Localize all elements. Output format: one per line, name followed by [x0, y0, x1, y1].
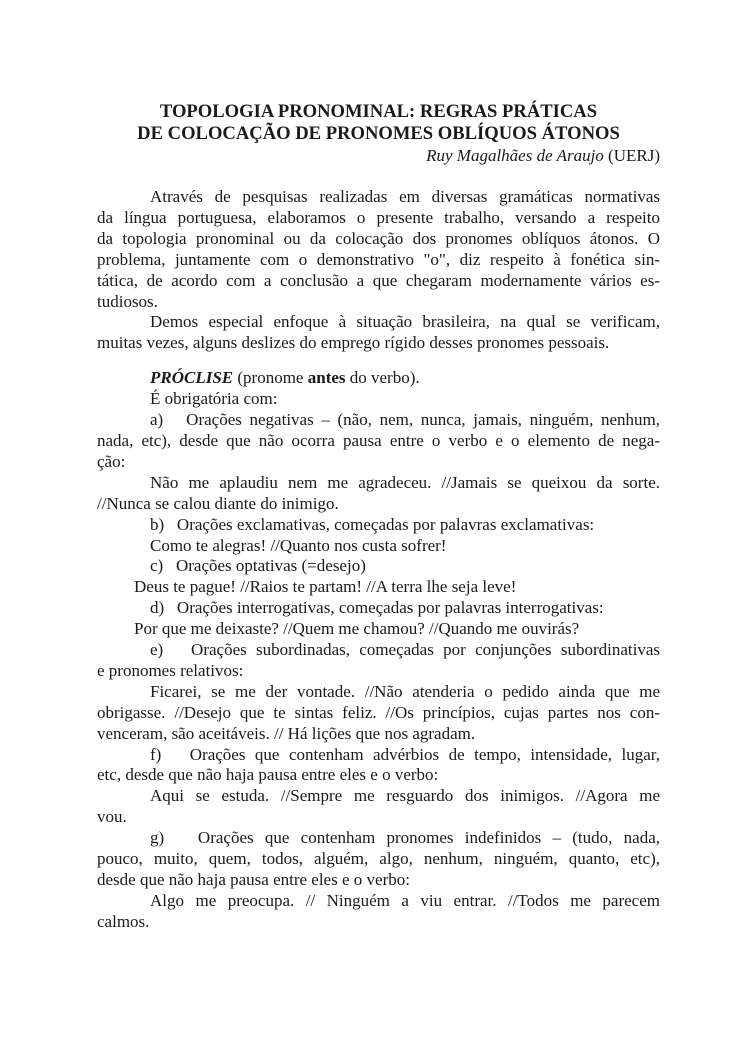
text-line: muitas vezes, alguns deslizes do emprego rígido desses pronomes pessoais. [97, 333, 610, 353]
document-title-line-2: DE COLOCAÇÃO DE PRONOMES OBLÍQUOS ÁTONOS [137, 123, 620, 144]
text-line: //Nunca se calou diante do inimigo. [97, 493, 339, 513]
text-line: desde que não haja pausa entre eles e o verbo: [97, 870, 410, 889]
text-line: ção: [97, 451, 126, 471]
document-title-line-1: TOPOLOGIA PRONOMINAL: REGRAS PRÁTICAS [159, 101, 598, 122]
text-line: obrigasse. //Desejo que te sintas feliz. //Os princípios, cujas partes nos con- [97, 702, 660, 722]
text-line: d) Orações interrogativas, começadas por palavras interrogativas: [150, 598, 604, 618]
text-line: Através de pesquisas realizadas em diversas gramáticas normativas [150, 187, 660, 206]
text-line: vou. [97, 807, 127, 827]
text-line: etc, desde que não haja pausa entre eles e o verbo: [97, 765, 439, 785]
text-line: f) Orações que contenham advérbios de tempo, intensidade, lugar, [150, 744, 660, 764]
text-line: b) Orações exclamativas, começadas por palavras exclamativas: [150, 514, 595, 534]
text-line: Por que me deixaste? //Quem me chamou? //Quando me ouvirás? [134, 619, 580, 639]
plain-text: do verbo). [345, 368, 420, 388]
text-line: nada, etc), desde que não ocorra pausa entre o verbo e o elemento de nega- [97, 430, 660, 450]
emphasis-text: PRÓCLISE [150, 368, 234, 388]
text-line: e) Orações subordinadas, começadas por conjunções subordinativas [150, 640, 660, 660]
text-line: Algo me preocupa. // Ninguém a viu entrar. //Todos me parecem [150, 890, 660, 910]
author-line [97, 145, 660, 167]
author-affiliation: (UERJ) [603, 146, 660, 165]
text-line: Ficarei, se me der vontade. //Não atenderia o pedido ainda que me [150, 681, 660, 701]
document-header [97, 101, 660, 167]
text-line: Deus te pague! //Raios te partam! //A terra lhe seja leve! [134, 577, 517, 597]
emphasis-text: antes [307, 368, 346, 388]
text-line: É obrigatória com: [150, 389, 278, 409]
text-line: Como te alegras! //Quanto nos custa sofrer! [150, 535, 447, 555]
text-line [97, 368, 660, 389]
text-line: a) Orações negativas – (não, nem, nunca, jamais, ninguém, nenhum, [150, 410, 660, 430]
text-line: g) Orações que contenham pronomes indefinidos – (tudo, nada, [150, 828, 660, 848]
text-line: da topologia pronominal ou da colocação dos pronomes oblíquos átonos. O [97, 228, 660, 248]
text-line: Não me aplaudiu nem me agradeceu. //Jamais se queixou da sorte. [150, 472, 660, 492]
text-line: da língua portuguesa, elaboramos o presente trabalho, versando a respeito [97, 207, 660, 227]
text-line: Demos especial enfoque à situação brasileira, na qual se verificam, [150, 312, 660, 332]
text-line: tudiosos. [97, 291, 158, 311]
document-lines [97, 187, 660, 933]
plain-text: (pronome [233, 368, 308, 388]
text-line: problema, juntamente com o demonstrativo "o", diz respeito à fonética sin- [97, 249, 660, 269]
text-line: tática, de acordo com a conclusão a que chegaram modernamente vários es- [97, 270, 660, 290]
page-content [97, 101, 660, 933]
text-line: venceram, são aceitáveis. // Há lições que nos agradam. [97, 723, 476, 743]
text-line: pouco, muito, quem, todos, alguém, algo, nenhum, ninguém, quanto, etc), [97, 849, 660, 869]
text-line: c) Orações optativas (=desejo) [150, 556, 366, 576]
text-line: e pronomes relativos: [97, 660, 244, 680]
author-name: Ruy Magalhães de Araujo [426, 146, 604, 165]
text-line: calmos. [97, 911, 150, 931]
text-line: Aqui se estuda. //Sempre me resguardo dos inimigos. //Agora me [150, 786, 660, 806]
